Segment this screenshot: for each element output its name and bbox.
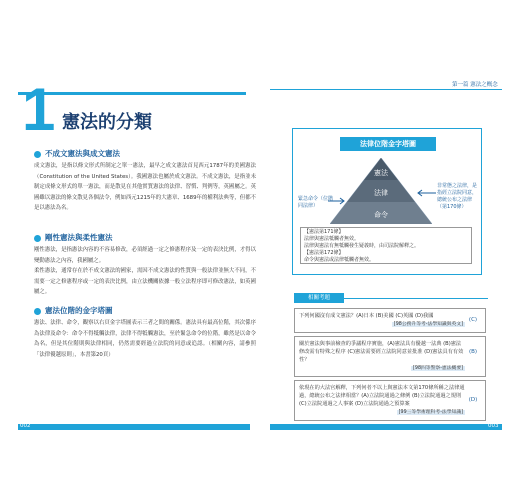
quiz-rule bbox=[344, 298, 488, 299]
section-rigid-flexible bbox=[34, 232, 256, 298]
legend-line: 法律與憲法有無牴觸發生疑義時，由司法院解釋之。 bbox=[304, 243, 420, 249]
section-heading: 憲法位階的金字塔圖 bbox=[34, 305, 256, 316]
quiz-source: [98公務升等考-法學知識與英文] bbox=[393, 322, 463, 327]
left-footer-bar bbox=[18, 424, 250, 430]
chapter-number: 1 bbox=[22, 76, 56, 143]
bullet-icon bbox=[34, 308, 41, 315]
quiz-list bbox=[294, 308, 486, 421]
left-page-number: 002 bbox=[20, 423, 31, 429]
quiz-item bbox=[294, 308, 486, 333]
pyramid-right-note: 非常態之法律，是指經立法院同意，總統公布之法律（第170條） bbox=[437, 183, 478, 210]
arrow-right-icon bbox=[328, 196, 348, 206]
bullet-icon bbox=[34, 151, 41, 158]
right-header-rule bbox=[270, 89, 502, 90]
legend-line: 命令與憲法或法律牴觸者無效。 bbox=[304, 257, 375, 263]
quiz-question: 依現在的大法官解釋，下列何者不以上與憲法本文第170條所稱之法律通過，總統公布之法律相當？(A)立法院通過之條例 (B)立法院通過之規則 (C)立法院通過之人事案 (D)立法院通過之預算案 bbox=[299, 385, 465, 407]
quiz-question: 下列何國沒有成文憲法？(A)日本 (B)美國 (C)英國 (D)我國 bbox=[299, 313, 434, 319]
section-pyramid bbox=[34, 305, 256, 360]
bullet-icon bbox=[34, 235, 41, 242]
legend-line: 法律與憲法牴觸者無效。 bbox=[304, 236, 360, 242]
quiz-answer: (C) bbox=[468, 317, 478, 323]
section-paragraph: 憲法、法律、命令，觀察以右頁金字塔圖表示三者之間的關係。憲法具有最高位階，其次係序為法律及命令：命令不得牴觸法律，法律不得牴觸憲法，至於緊急命令的位階，雖然是以命令為名，但是其位階則與法律相同，仍然需要經過立法院的同意或追認。（相關內容，請參照「法律優越原則」，本書第20頁） bbox=[34, 320, 256, 358]
quiz-answer: (D) bbox=[468, 397, 478, 403]
section-paragraph: 成文憲法，是指以條文形式所制定之單一憲法，最早之成文憲法首見西元1787年的美國憲法（Constitution of the United States）。我國憲法也屬於成文憲法。不成文憲法，是指並未制定成條文形式的單一憲法，而是散見在其他實質憲法的法律、習慣、判例等，英國屬之。英國雖以憲法的條文散見各個法令，例如西元1215年的大憲章、1689年的權利法典等，但都不是以憲法為名。 bbox=[34, 163, 256, 211]
pyramid-level-1: 憲法 bbox=[374, 169, 388, 177]
section-heading: 剛性憲法與柔性憲法 bbox=[34, 232, 256, 243]
legend-line: 【憲法第172條】 bbox=[304, 250, 344, 256]
section-paragraph: 柔性憲法，通常存在於不成文憲法的國家，需因不成文憲法的性質與一般法律並無大不同，不需要一定之修憲程序或一定的表決比例，由立法機關依據一般立法程序即可修改憲法，如英國屬之。 bbox=[34, 268, 256, 295]
chapter-title: 憲法的分類 bbox=[62, 112, 152, 133]
section-unwritten-written bbox=[34, 148, 256, 214]
quiz-source: [99三等學術理科考-法學知識] bbox=[398, 410, 463, 415]
right-footer-bar bbox=[270, 424, 502, 430]
pyramid-level-2: 法律 bbox=[374, 189, 388, 197]
right-page-number: 003 bbox=[488, 423, 499, 429]
quiz-question: 關於憲法與事前檢查的爭議程序實施，(A)憲法具有優越一法典 (B)憲法修改需有特殊之程序 (C)憲法需要經立法院同意並批准 (D)憲法具有有效性？ bbox=[299, 341, 464, 363]
section-heading: 不成文憲法與成文憲法 bbox=[34, 148, 256, 159]
quiz-tag: 相關考題 bbox=[294, 293, 344, 303]
running-header: 第一篇 憲法之概念 bbox=[452, 82, 498, 88]
legend-text bbox=[304, 229, 470, 264]
quiz-item bbox=[294, 380, 486, 421]
pyramid-level-3: 命令 bbox=[374, 211, 388, 219]
quiz-item bbox=[294, 336, 486, 377]
arrow-left-icon bbox=[414, 188, 436, 198]
quiz-answer: (B) bbox=[468, 349, 478, 355]
section-paragraph: 剛性憲法，是指憲法內容的不容易修改，必須經過一定之修憲程序及一定的表決比例，才得以變動憲法之內容，我國屬之。 bbox=[34, 247, 256, 264]
pyramid-left-note: 緊急命令（位階同法律） bbox=[298, 196, 334, 209]
legend-title: 【憲法第171條】 bbox=[304, 229, 344, 235]
pyramid-title: 法律位階金字塔圖 bbox=[340, 137, 436, 151]
quiz-source: [98四等警察-憲法概要] bbox=[413, 366, 463, 371]
